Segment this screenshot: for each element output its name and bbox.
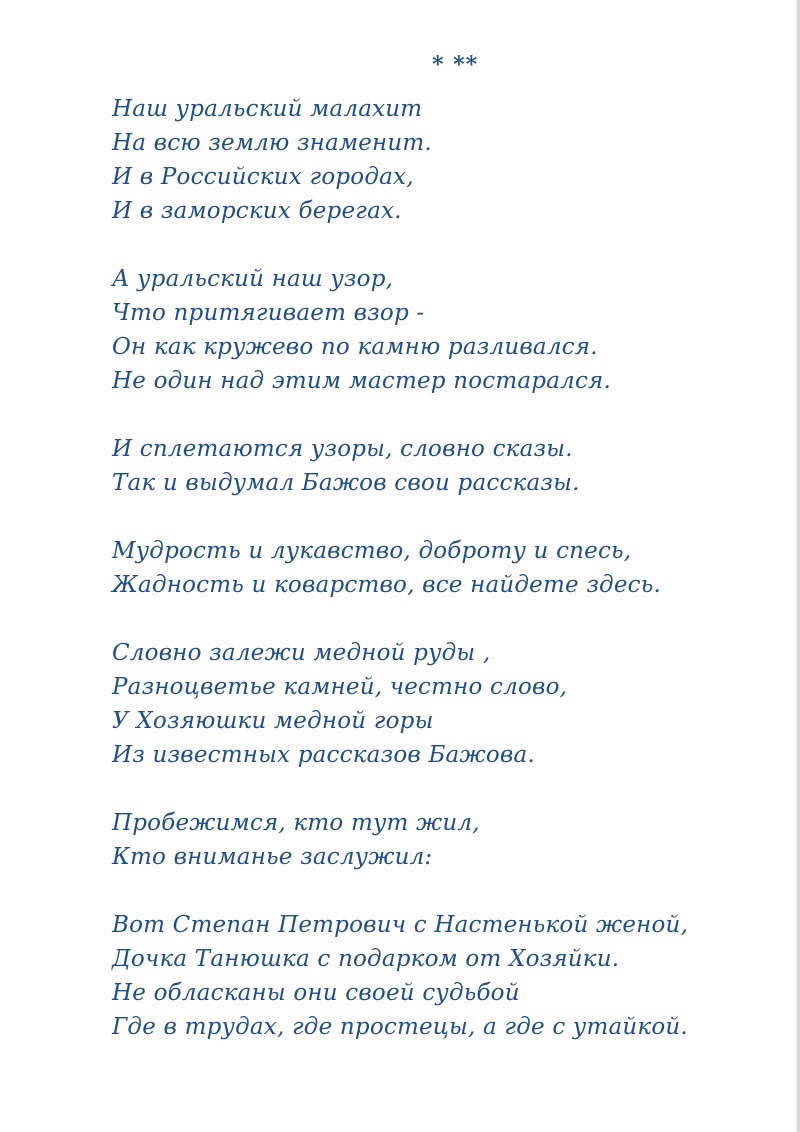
poem-line: Где в трудах, где простецы, а где с утайкой. (112, 1014, 688, 1040)
poem-line: Вот Степан Петрович с Настенькой женой, (112, 912, 689, 938)
poem-line: А уральский наш узор, (112, 266, 394, 292)
scan-edge-shadow (796, 0, 799, 1132)
poem-line: Что притягивает взор - (112, 300, 425, 326)
poem-line: Наш уральский малахит (112, 96, 423, 122)
stanza-4 (112, 534, 752, 602)
stanza-2 (112, 262, 752, 398)
poem-line: Не обласканы они своей судьбой (112, 980, 520, 1006)
poem-line: И в заморских берегах. (112, 198, 402, 224)
stanza-6 (112, 806, 752, 874)
stanza-7 (112, 908, 752, 1044)
stanza-separator-stars: * ** (432, 52, 479, 78)
poem-line: Дочка Танюшка с подарком от Хозяйки. (112, 946, 620, 972)
poem-line: Словно залежи медной руды , (112, 640, 491, 666)
poem-line: Так и выдумал Бажов свои рассказы. (112, 470, 580, 496)
poem-line: На всю землю знаменит. (112, 130, 432, 156)
poem-line: И в Российских городах, (112, 164, 414, 190)
poem-line: Он как кружево по камню разливался. (112, 334, 598, 360)
stanza-5 (112, 636, 752, 772)
poem-line: Разноцветье камней, честно слово, (112, 674, 568, 700)
poem-line: Мудрость и лукавство, доброту и спесь, (112, 538, 632, 564)
poem-line: И сплетаются узоры, словно сказы. (112, 436, 573, 462)
stanza-3 (112, 432, 752, 500)
stanza-1 (112, 92, 752, 228)
poem-line: Из известных рассказов Бажова. (112, 742, 535, 768)
poem-line: Жадность и коварство, все найдете здесь. (112, 572, 661, 598)
poem-line: Пробежимся, кто тут жил, (112, 810, 480, 836)
poem-line: Не один над этим мастер постарался. (112, 368, 611, 394)
poem-line: У Хозяюшки медной горы (112, 708, 434, 734)
poem-line: Кто вниманье заслужил: (112, 844, 433, 870)
poem-body (112, 92, 752, 1078)
